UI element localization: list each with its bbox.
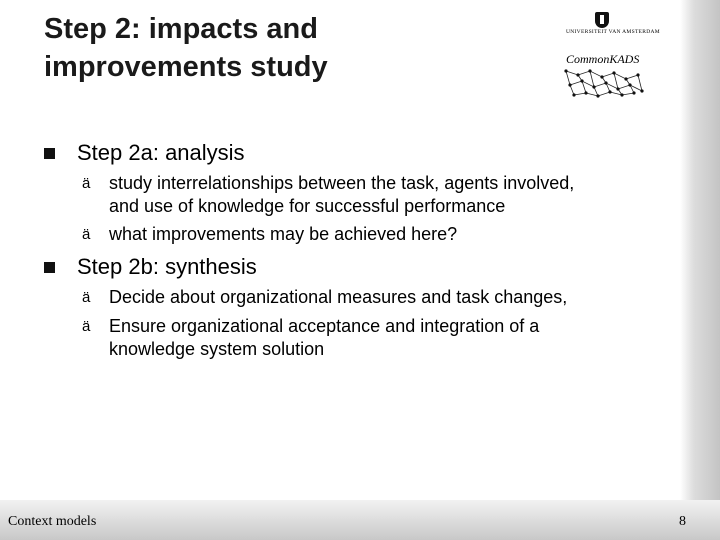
arrow-bullet-icon: ä — [82, 226, 91, 243]
square-bullet-icon — [44, 262, 55, 273]
bullet-step-2a-text: Step 2a: analysis — [77, 140, 245, 165]
subbullet-2a-1-text: study interrelationships between the task, agents involved, and use of knowledge for successful performance — [109, 173, 575, 216]
university-crest-icon — [595, 12, 609, 28]
square-bullet-icon — [44, 148, 55, 159]
bullet-step-2b-text: Step 2b: synthesis — [77, 254, 257, 279]
subbullet-2a-2-text: what improvements may be achieved here? — [109, 224, 458, 244]
university-logo — [563, 10, 663, 42]
commonkads-network-icon — [560, 65, 650, 99]
slide-title-line-2: improvements study — [44, 51, 328, 83]
arrow-bullet-icon: ä — [82, 318, 91, 335]
bottom-decorative-bar — [0, 500, 720, 540]
subbullet-2b-1-text: Decide about organizational measures and task changes, — [109, 287, 568, 307]
commonkads-logo — [560, 52, 660, 100]
subbullet-2b-2-text: Ensure organizational acceptance and integration of a knowledge system solution — [109, 316, 540, 359]
arrow-bullet-icon: ä — [82, 289, 91, 306]
university-logo-text: UNIVERSITEIT VAN AMSTERDAM — [566, 29, 660, 35]
right-decorative-bar — [680, 0, 720, 540]
commonkads-logo-text: CommonKADS — [566, 52, 640, 66]
page-number: 8 — [679, 514, 686, 529]
slide-title-line-1: Step 2: impacts and — [44, 13, 318, 45]
arrow-bullet-icon: ä — [82, 175, 91, 192]
footer-section-label: Context models — [8, 514, 97, 529]
slide-title — [44, 10, 564, 86]
